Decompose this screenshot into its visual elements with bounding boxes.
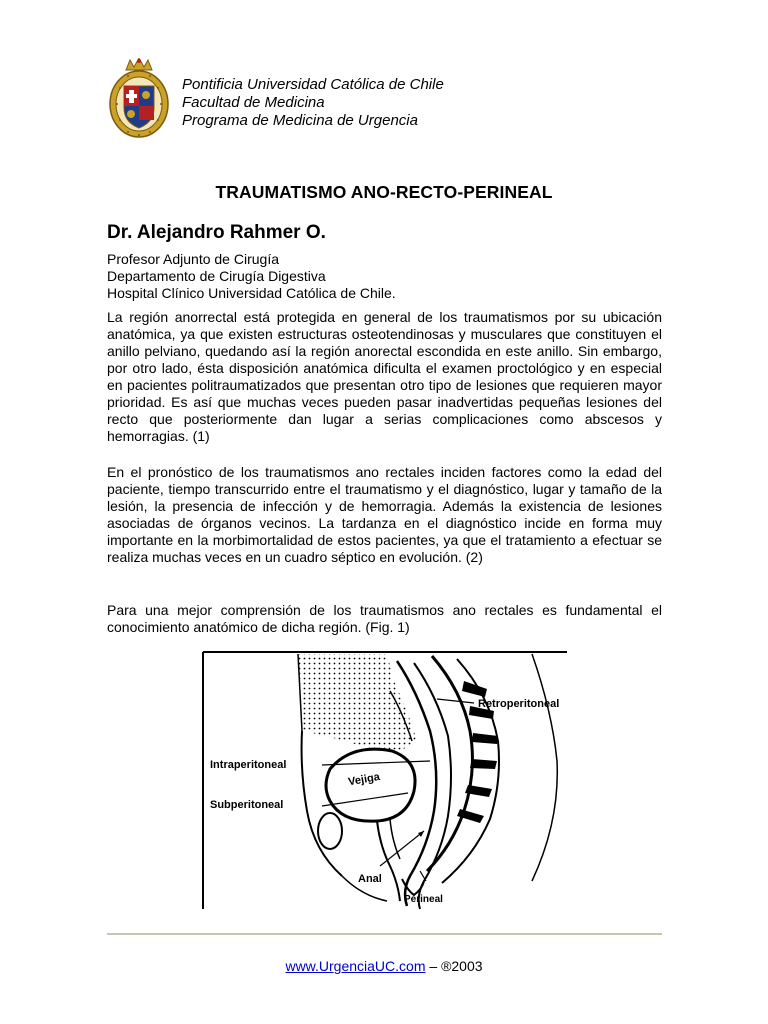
author-name: Dr. Alejandro Rahmer O. bbox=[107, 222, 326, 243]
figure-label-subperitoneal: Subperitoneal bbox=[210, 799, 284, 811]
institution-line-university: Pontificia Universidad Católica de Chile bbox=[182, 76, 444, 93]
copyright-text: – ®2003 bbox=[425, 958, 483, 974]
footer bbox=[0, 958, 768, 974]
body-paragraph-2: En el pronóstico de los traumatismos ano rectales inciden factores como la edad del paciente, tiempo transcurrido entre el traumatismo y el diagnóstico, lugar y tamaño de la lesión, la presencia de infección y de hemorragia. Además la existencia de lesiones asociadas de órganos vecinos. La tardanza en el diagnóstico incide en forma muy importante en la morbimortalidad de estos pacientes, ya que el tratamiento a efectuar se realiza muchas veces en un cuadro séptico en evolución. (2) bbox=[107, 464, 662, 565]
document-title: TRAUMATISMO ANO-RECTO-PERINEAL bbox=[215, 182, 553, 202]
institution-line-faculty: Facultad de Medicina bbox=[182, 94, 325, 111]
figure-label-intraperitoneal: Intraperitoneal bbox=[210, 759, 287, 771]
institution-header bbox=[182, 76, 444, 130]
figure-label-anal: Anal bbox=[358, 873, 382, 885]
university-seal-logo bbox=[108, 58, 170, 140]
affiliation-line-department: Departamento de Cirugía Digestiva bbox=[107, 268, 326, 284]
affiliation-line-position: Profesor Adjunto de Cirugía bbox=[107, 251, 279, 267]
anatomy-figure bbox=[202, 651, 568, 910]
body-paragraph-3: Para una mejor comprensión de los traumatismos ano rectales es fundamental el conocimiento anatómico de dicha región. (Fig. 1) bbox=[107, 602, 662, 635]
figure-label-perineal: Perineal bbox=[404, 894, 443, 905]
affiliation-line-hospital: Hospital Clínico Universidad Católica de Chile. bbox=[107, 285, 396, 301]
author-affiliation bbox=[107, 251, 396, 302]
figure-label-vejiga: Vejiga bbox=[347, 770, 381, 789]
figure-label-retroperitoneal: Retroperitoneal bbox=[478, 698, 560, 710]
website-link[interactable]: www.UrgenciaUC.com bbox=[285, 958, 426, 974]
body-paragraph-1: La región anorrectal está protegida en general de los traumatismos por su ubicación anatómica, ya que existen estructuras osteotendinosas y musculares que constituyen el anillo pelviano, quedando así la región anorectal escondida en este anillo. Sin embargo, por otro lado, ésta disposición anatómica dificulta el examen proctológico y en especial en pacientes politraumatizados que presentan otro tipo de lesiones que requieren mayor prioridad. Es así que muchas veces pueden pasar inadvertidas pequeñas lesiones del recto que posteriormente dan lugar a serias complicaciones como abscesos y hemorragias. (1) bbox=[107, 309, 662, 444]
footer-divider bbox=[107, 933, 662, 935]
institution-line-program: Programa de Medicina de Urgencia bbox=[182, 112, 418, 129]
